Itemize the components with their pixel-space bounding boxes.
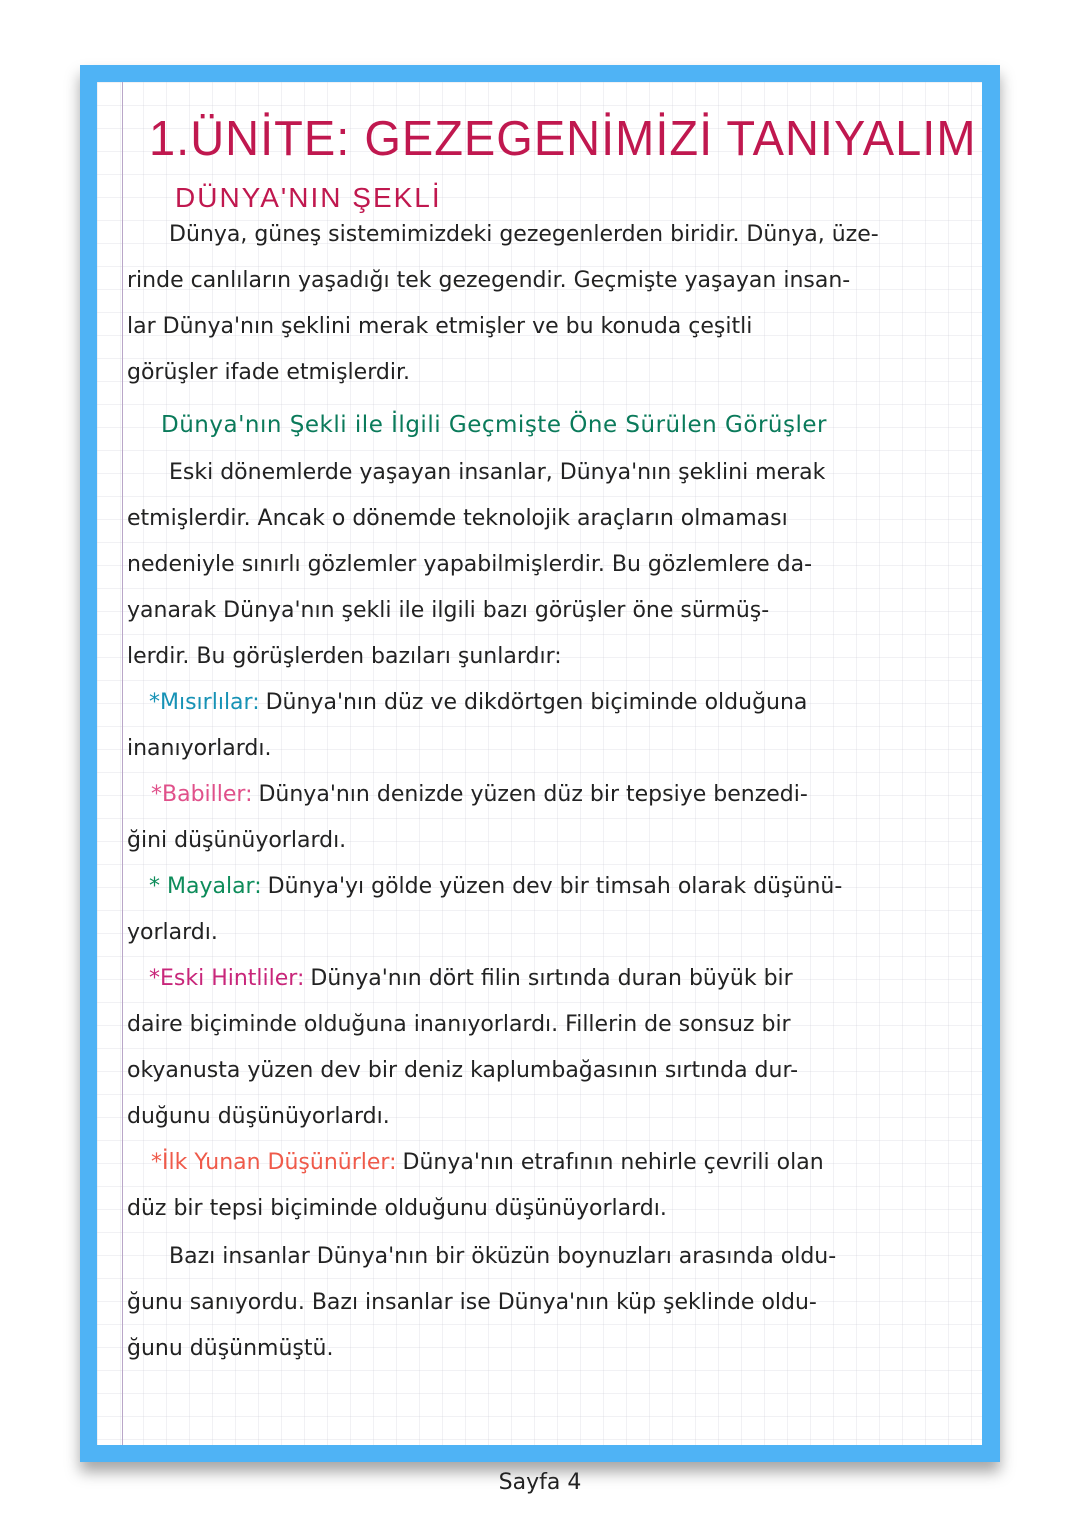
text-line: düz bir tepsi biçiminde olduğunu düşünüyorlardı. [127, 1196, 667, 1221]
text-line: inanıyorlardı. [127, 736, 272, 761]
text-line: nedeniyle sınırlı gözlemler yapabilmişlerdir. Bu gözlemlere da- [127, 552, 813, 577]
text-line: yanarak Dünya'nın şekli ile ilgili bazı görüşler öne sürmüş- [127, 598, 770, 623]
text-line: rinde canlıların yaşadığı tek gezegendir. Geçmişte yaşayan insan- [127, 268, 851, 293]
text-line: etmişlerdir. Ancak o dönemde teknolojik araçların olmaması [127, 506, 788, 531]
view-babiller [127, 782, 960, 828]
text-line: yorlardı. [127, 920, 218, 945]
view-misirlilar [127, 690, 960, 736]
view-text: Dünya'yı gölde yüzen dev bir timsah olarak düşünü- [267, 874, 843, 899]
text-line: Bazı insanlar Dünya'nın bir öküzün boynuzları arasında oldu- [169, 1244, 837, 1269]
notebook-paper [97, 82, 982, 1445]
view-label: *Mısırlılar: [149, 690, 260, 715]
view-text: Dünya'nın düz ve dikdörtgen biçiminde olduğuna [265, 690, 808, 715]
view-label: *İlk Yunan Düşünürler: [151, 1150, 397, 1175]
text-line: ğunu sanıyordu. Bazı insanlar ise Dünya'nın küp şeklinde oldu- [127, 1290, 817, 1315]
section-title: DÜNYA'NIN ŞEKLİ [175, 182, 442, 213]
text-line: lar Dünya'nın şeklini merak etmişler ve bu konuda çeşitli [127, 314, 753, 339]
text-line: ğini düşünüyorlardı. [127, 828, 347, 853]
view-text: Dünya'nın dört filin sırtında duran büyük bir [310, 966, 793, 991]
page-frame [80, 65, 1000, 1462]
text-line: görüşler ifade etmişlerdir. [127, 360, 410, 385]
text-line: Eski dönemlerde yaşayan insanlar, Dünya'nın şeklini merak [169, 460, 826, 485]
text-line: lerdir. Bu görüşlerden bazıları şunlardır: [127, 644, 562, 669]
text-line: ğunu düşünmüştü. [127, 1336, 334, 1361]
text-line: Dünya, güneş sistemimizdeki gezegenlerden biridir. Dünya, üze- [169, 222, 879, 247]
view-label: *Babiller: [151, 782, 253, 807]
view-ilk-yunan [127, 1150, 960, 1196]
view-text: Dünya'nın etrafının nehirle çevrili olan [402, 1150, 824, 1175]
view-eski-hintliler [127, 966, 960, 1012]
text-line: duğunu düşünüyorlardı. [127, 1104, 390, 1129]
view-label: *Eski Hintliler: [149, 966, 305, 991]
section-heading: Dünya'nın Şekli ile İlgili Geçmişte Öne Sürülen Görüşler [161, 412, 827, 438]
margin-line [122, 82, 123, 1445]
unit-title: 1.ÜNİTE: GEZEGENİMİZİ TANIYALIM [149, 109, 977, 166]
text-line: okyanusta yüzen dev bir deniz kaplumbağasının sırtında dur- [127, 1058, 799, 1083]
text-line: daire biçiminde olduğuna inanıyorlardı. Fillerin de sonsuz bir [127, 1012, 791, 1037]
page-number: Sayfa 4 [498, 1470, 582, 1495]
view-label: * Mayalar: [149, 874, 262, 899]
view-text: Dünya'nın denizde yüzen düz bir tepsiye benzedi- [258, 782, 808, 807]
view-mayalar [127, 874, 960, 920]
